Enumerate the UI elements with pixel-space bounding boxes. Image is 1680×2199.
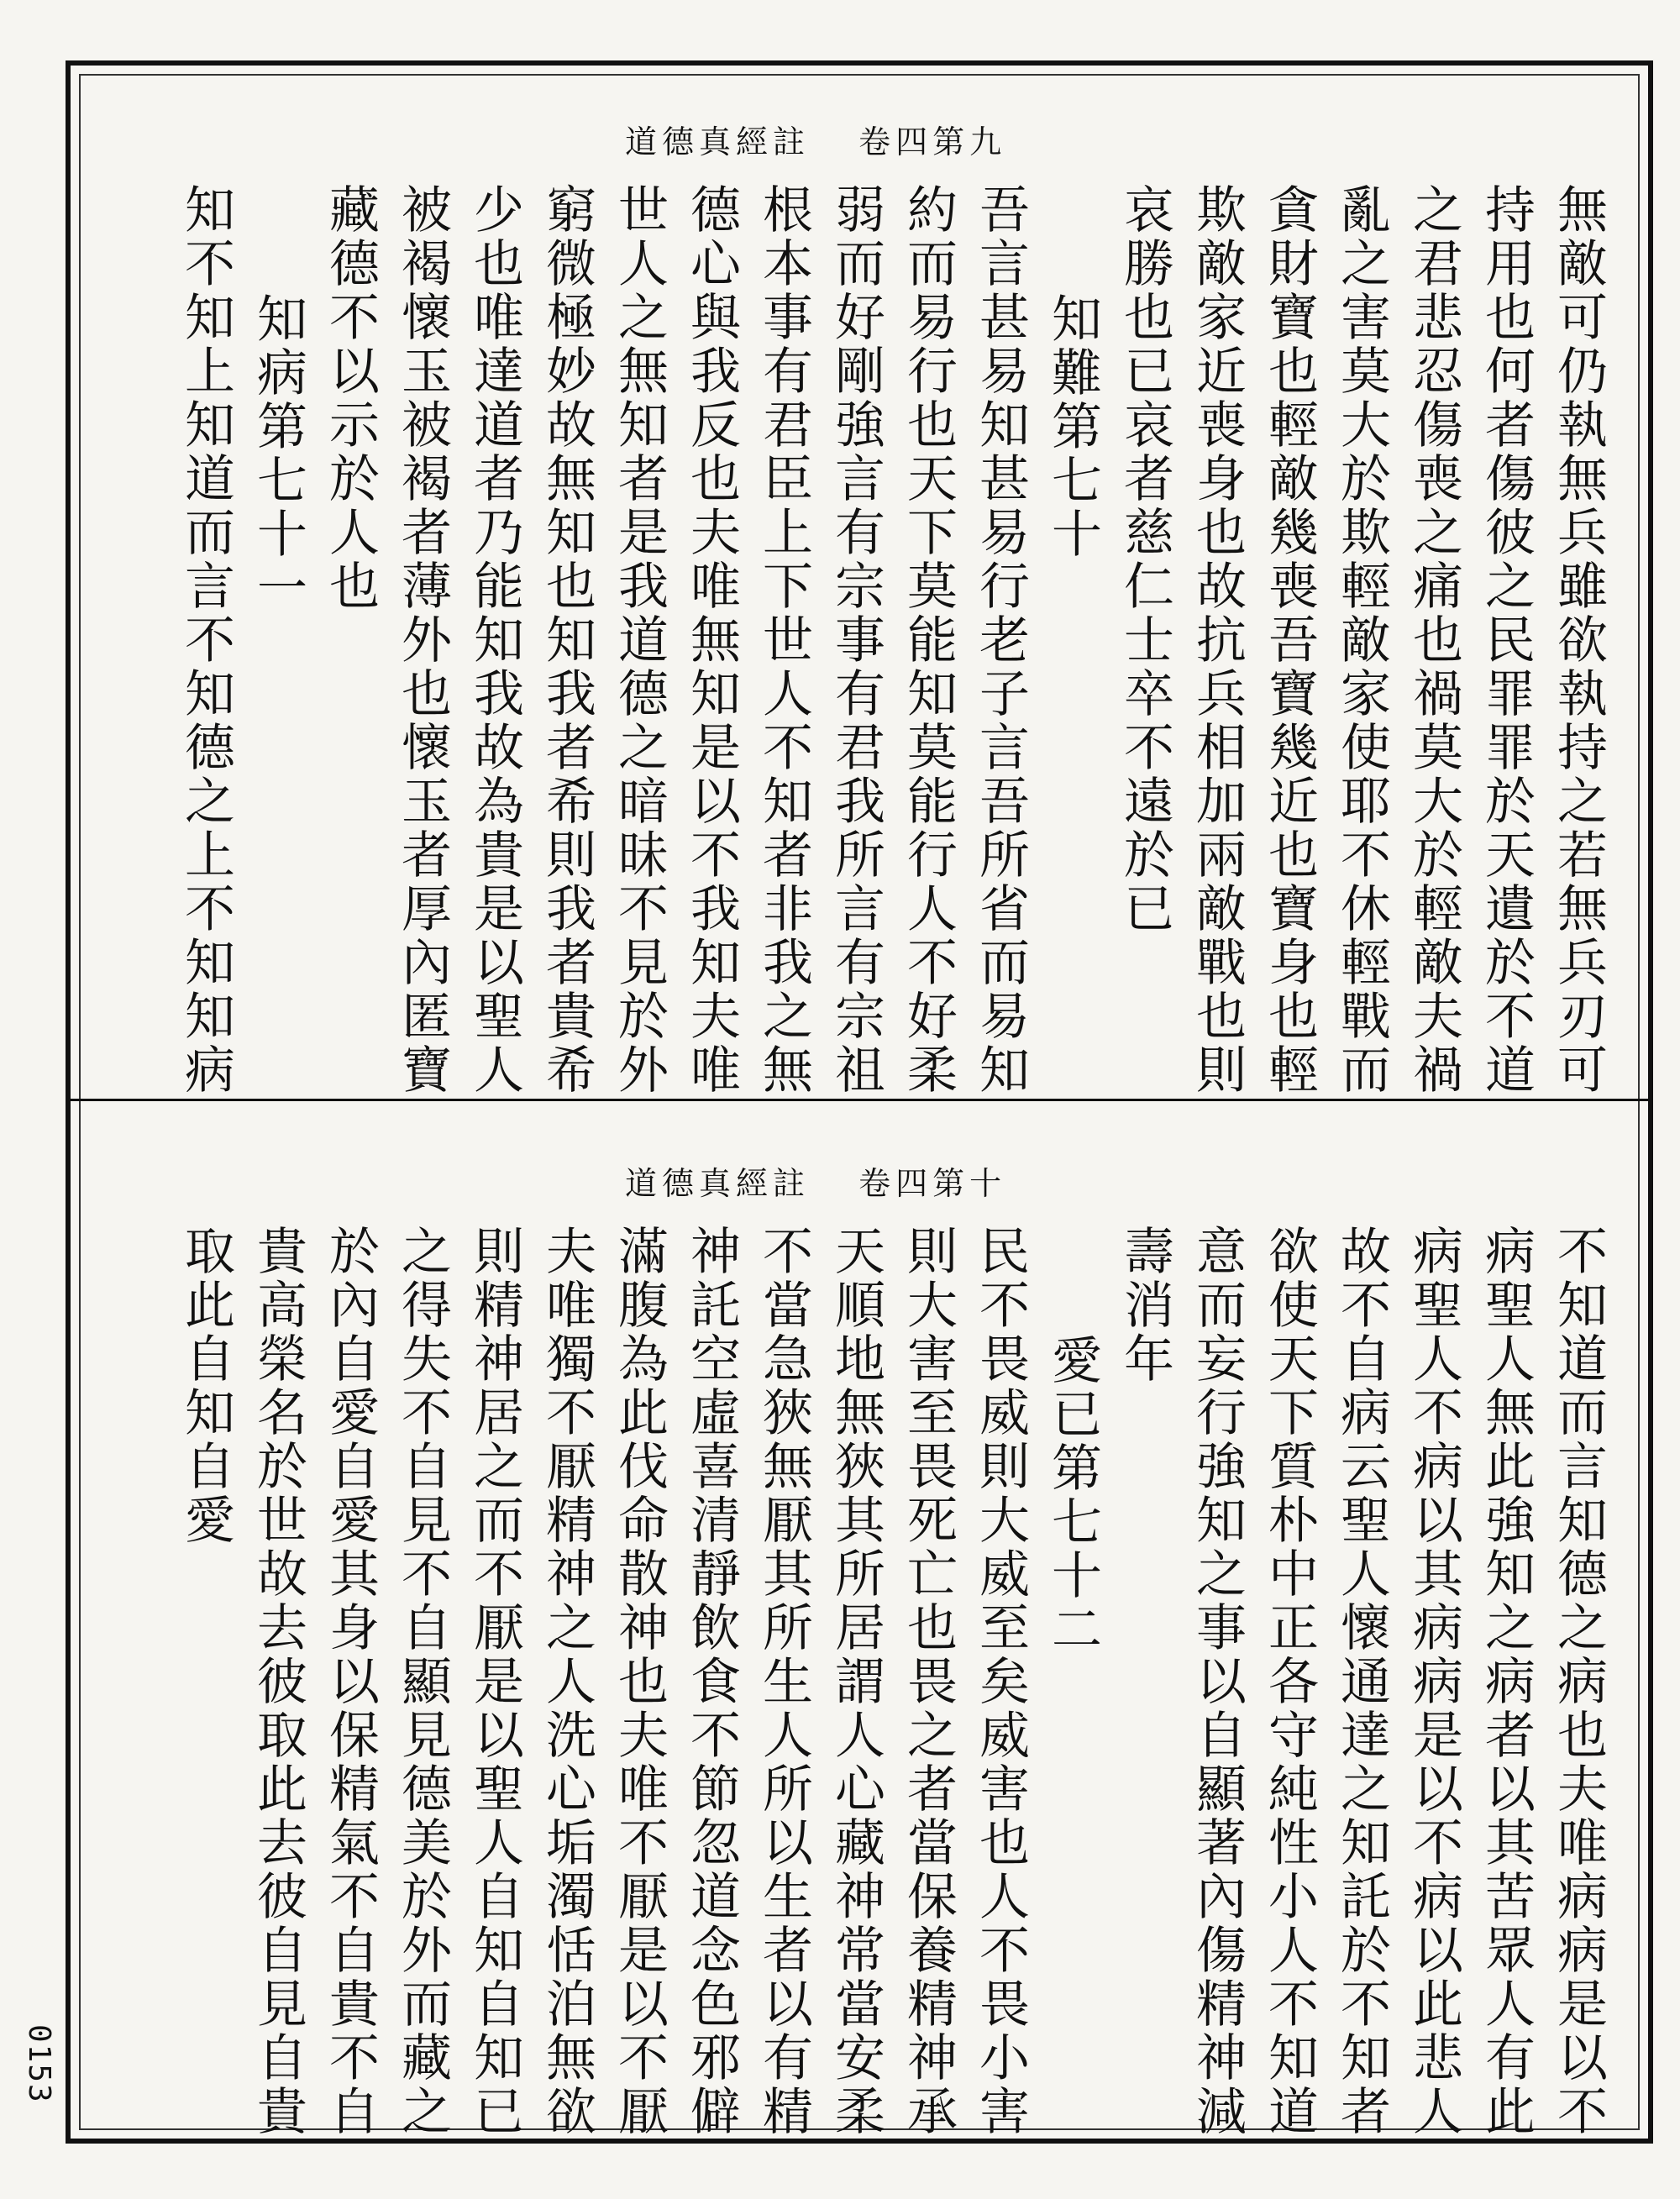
top-header-volume: 卷四第九 [858,123,1007,160]
text-column: 則精神居之而不厭是以聖人自知自知已 [465,1225,524,2139]
text-column: 之得失不自見不自顯見德美於外而藏之 [393,1225,452,2139]
text-column: 取此自知自愛 [176,1225,235,1547]
bottom-header-title: 道德真經註 [625,1165,811,1202]
text-column: 藏德不以示於人也 [321,183,380,613]
text-column: 壽消年 [1116,1225,1174,1386]
panel-divider [71,1099,1648,1101]
top-text-columns [104,183,1614,1097]
text-column: 滿腹為此伐命散神也夫唯不厭是以不厭 [610,1225,669,2139]
text-column: 約而易行也天下莫能知莫能行人不好柔 [899,183,958,1097]
text-column: 意而妄行強知之事以自顯著內傷精神減 [1188,1225,1247,2139]
text-column: 弱而好剛強言有宗事有君我所言有宗祖 [827,183,885,1097]
text-column: 欺敵家近喪身也故抗兵相加兩敵戰也則 [1188,183,1247,1097]
text-column: 神託空虛喜清靜飲食不節忽道念色邪僻 [682,1225,741,2139]
text-column: 貴高榮名於世故去彼取此去彼自見自貴 [249,1225,307,2139]
text-column: 病聖人無此強知之病者以其苦眾人有此 [1477,1225,1536,2139]
text-column: 吾言甚易知甚易行老子言吾所省而易知 [971,183,1030,1097]
text-column: 貪財寶也輕敵幾喪吾寶幾近也寶身也輕 [1260,183,1319,1097]
text-column: 窮微極妙故無知也知我者希則我者貴希 [538,183,596,1097]
top-header [625,116,1040,162]
text-column: 哀勝也已哀者慈仁士卒不遠於已 [1116,183,1174,936]
text-column: 民不畏威則大威至矣威害也人不畏小害 [971,1225,1030,2139]
text-column: 少也唯達道者乃能知我故為貴是以聖人 [465,183,524,1097]
text-column: 根本事有君臣上下世人不知者非我之無 [754,183,813,1097]
text-column: 無敵可仍執無兵雖欲執持之若無兵刃可 [1549,183,1608,1097]
text-column: 欲使天下質朴中正各守純性小人不知道 [1260,1225,1319,2139]
top-header-title: 道德真經註 [625,123,811,160]
bottom-header-volume: 卷四第十 [858,1165,1007,1202]
text-column: 不知道而言知德之病也夫唯病病是以不 [1549,1225,1608,2139]
bottom-text-columns [104,1225,1614,2139]
bottom-panel [104,1157,1614,2139]
page-frame [66,60,1653,2144]
text-column: 於內自愛自愛其身以保精氣不自貴不自 [321,1225,380,2139]
text-column: 知病第七十一 [249,292,307,615]
top-panel [104,116,1614,1097]
text-column: 不當急狹無厭其所生人所以生者以有精 [754,1225,813,2139]
page-number: 0153 [22,2024,56,2104]
text-column: 持用也何者傷彼之民罪罪於天遺於不道 [1477,183,1536,1097]
text-column: 之君悲忍傷喪之痛也禍莫大於輕敵夫禍 [1404,183,1463,1097]
text-column: 被褐懷玉被褐者薄外也懷玉者厚內匿寶 [393,183,452,1097]
text-column: 知難第七十 [1043,292,1102,561]
text-column: 知不知上知道而言不知德之上不知知病 [176,183,235,1097]
text-column: 德心與我反也夫唯無知是以不我知夫唯 [682,183,741,1097]
bottom-header [625,1157,1040,1204]
text-column: 故不自病云聖人懷通達之知託於不知者 [1332,1225,1391,2139]
text-column: 夫唯獨不厭精神之人洗心垢濁恬泊無欲 [538,1225,596,2139]
text-column: 亂之害莫大於欺輕敵家使耶不休輕戰而 [1332,183,1391,1097]
text-column: 則大害至畏死亡也畏之者當保養精神承 [899,1225,958,2139]
text-column: 病聖人不病以其病病是以不病以此悲人 [1404,1225,1463,2139]
text-column: 愛已第七十二 [1043,1334,1102,1656]
text-column: 世人之無知者是我道德之暗昧不見於外 [610,183,669,1097]
text-column: 天順地無狹其所居謂人心藏神常當安柔 [827,1225,885,2139]
